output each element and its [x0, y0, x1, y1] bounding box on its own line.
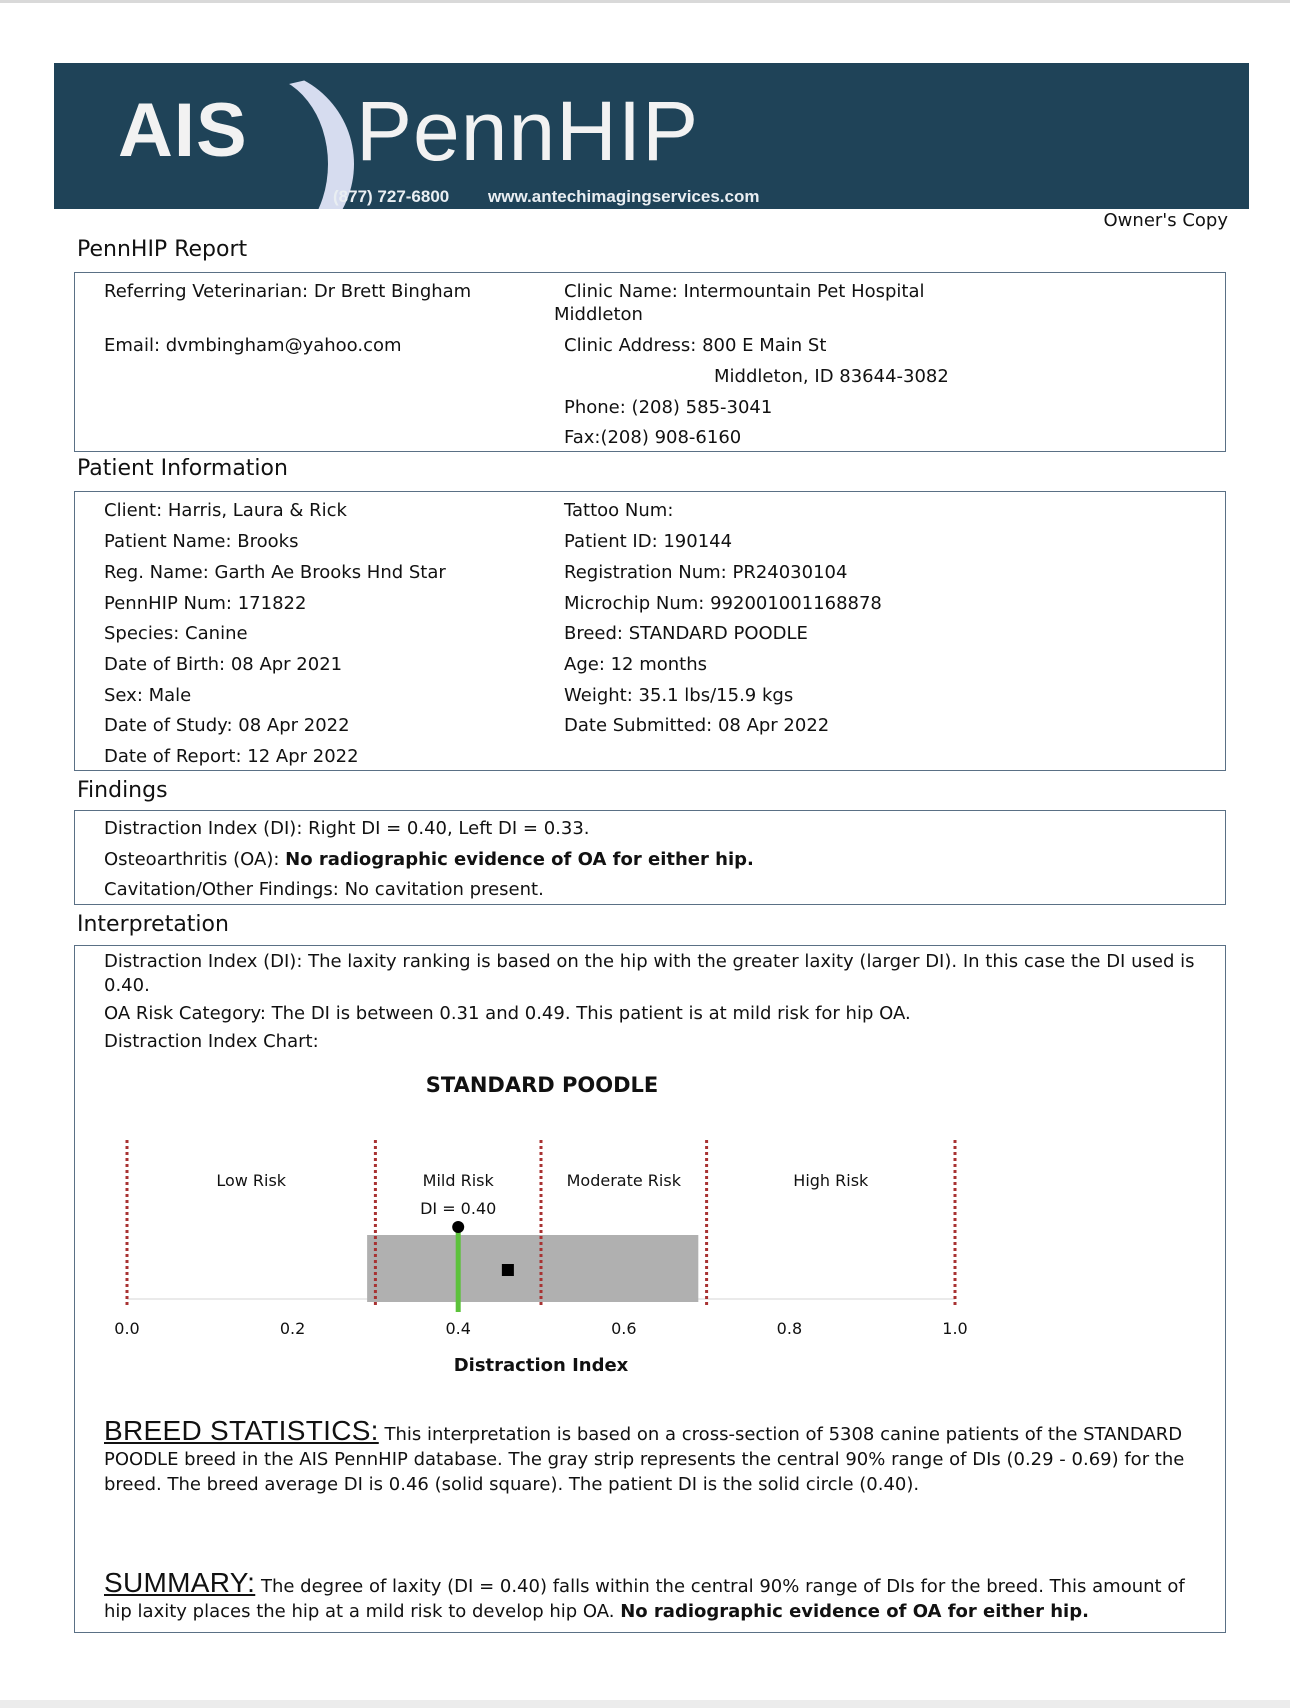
email: Email: dvmbingham@yahoo.com	[104, 335, 402, 356]
logo-pennhip: PennHIP	[356, 84, 700, 178]
header-banner	[54, 63, 1249, 209]
risk-zone-label: Moderate Risk	[566, 1171, 681, 1190]
findings-oa-label: Osteoarthritis (OA):	[104, 849, 286, 870]
findings-cavitation: Cavitation/Other Findings: No cavitation present.	[104, 879, 544, 900]
patient-id: Patient ID: 190144	[564, 531, 733, 552]
chart-x-axis-label: Distraction Index	[453, 1355, 629, 1376]
clinic-fax: Fax:(208) 908-6160	[564, 427, 742, 448]
section-title-report: PennHIP Report	[77, 237, 248, 262]
date-of-report: Date of Report: 12 Apr 2022	[104, 746, 359, 767]
breed-statistics-title: BREED STATISTICS:	[104, 1415, 379, 1446]
findings-oa-value: No radiographic evidence of OA for either hip.	[285, 849, 754, 870]
patient-di-label: DI = 0.40	[420, 1199, 497, 1218]
findings-oa	[104, 849, 754, 871]
clinic-phone: Phone: (208) 585-3041	[564, 397, 773, 418]
date-of-study: Date of Study: 08 Apr 2022	[104, 715, 350, 736]
x-tick-label: 0.0	[114, 1319, 140, 1338]
findings-di: Distraction Index (DI): Right DI = 0.40, Left DI = 0.33.	[104, 818, 590, 839]
owner-copy-label: Owner's Copy	[1103, 210, 1228, 231]
tattoo-num: Tattoo Num:	[564, 500, 674, 521]
clinic-address: Clinic Address: 800 E Main St	[564, 335, 827, 356]
patient-di-marker	[452, 1221, 464, 1233]
report-box	[74, 272, 1226, 452]
section-title-patient: Patient Information	[77, 456, 288, 481]
x-tick-label: 1.0	[942, 1319, 968, 1338]
summary	[104, 1567, 1214, 1624]
age: Age: 12 months	[564, 654, 708, 675]
summary-bold: No radiographic evidence of OA for either hip.	[620, 1601, 1089, 1622]
interpretation-oa-risk: OA Risk Category: The DI is between 0.31 and 0.49. This patient is at mild risk for hip OA.	[104, 1003, 911, 1024]
species: Species: Canine	[104, 623, 248, 644]
section-title-interpretation: Interpretation	[77, 912, 229, 937]
referring-vet: Referring Veterinarian: Dr Brett Bingham	[104, 281, 472, 302]
patient-name: Patient Name: Brooks	[104, 531, 299, 552]
breed-statistics-text: This interpretation is based on a cross-section of 5308 canine patients of the STANDARD POODLE breed in the AIS PennHIP database. The gray strip represents the central 90% range of DIs (0.29 - 0.69) for the breed. The breed average DI is 0.46 (solid square). The patient DI is the solid circle (0.40).	[104, 1424, 1185, 1495]
breed-average-marker	[502, 1264, 514, 1276]
patient-box	[74, 491, 1226, 771]
summary-title: SUMMARY:	[104, 1567, 256, 1598]
clinic-name: Clinic Name: Intermountain Pet Hospital	[564, 281, 925, 302]
microchip-num: Microchip Num: 992001001168878	[564, 593, 882, 614]
sex: Sex: Male	[104, 685, 192, 706]
bottom-border	[0, 1700, 1290, 1708]
date-submitted: Date Submitted: 08 Apr 2022	[564, 715, 830, 736]
summary-text: The degree of laxity (DI = 0.40) falls within the central 90% range of DIs for the breed. This amount of hip laxity places the hip at a mild risk to develop hip OA.	[104, 1576, 1185, 1622]
x-tick-label: 0.8	[776, 1319, 803, 1338]
reg-name: Reg. Name: Garth Ae Brooks Hnd Star	[104, 562, 446, 583]
top-border	[0, 0, 1290, 3]
weight: Weight: 35.1 lbs/15.9 kgs	[564, 685, 794, 706]
client: Client: Harris, Laura & Rick	[104, 500, 347, 521]
date-of-birth: Date of Birth: 08 Apr 2021	[104, 654, 343, 675]
section-title-findings: Findings	[77, 778, 168, 803]
registration-num: Registration Num: PR24030104	[564, 562, 848, 583]
pennhip-num: PennHIP Num: 171822	[104, 593, 307, 614]
interpretation-chart-label: Distraction Index Chart:	[104, 1031, 319, 1052]
x-tick-label: 0.6	[611, 1319, 637, 1338]
x-tick-label: 0.2	[279, 1319, 306, 1338]
breed-range-strip	[367, 1235, 698, 1302]
breed-statistics	[104, 1415, 1214, 1497]
breed: Breed: STANDARD POODLE	[564, 623, 808, 644]
findings-box	[74, 810, 1226, 905]
clinic-name-cont: Middleton	[554, 304, 643, 325]
chart-title: STANDARD POODLE	[425, 1073, 659, 1097]
clinic-address-2: Middleton, ID 83644-3082	[714, 366, 949, 387]
header-phone: (877) 727-6800	[333, 187, 450, 206]
interpretation-di: Distraction Index (DI): The laxity ranking is based on the hip with the greater laxity (larger DI). In this case the DI used is 0.40.	[104, 951, 1195, 996]
logo-ais: AIS	[118, 88, 248, 173]
risk-zone-label: Mild Risk	[422, 1171, 494, 1190]
x-tick-label: 0.4	[445, 1319, 471, 1338]
distraction-index-chart	[80, 1060, 1220, 1380]
risk-zone-label: High Risk	[793, 1171, 869, 1190]
risk-zone-label: Low Risk	[216, 1171, 287, 1190]
header-website: www.antechimagingservices.com	[488, 187, 760, 206]
